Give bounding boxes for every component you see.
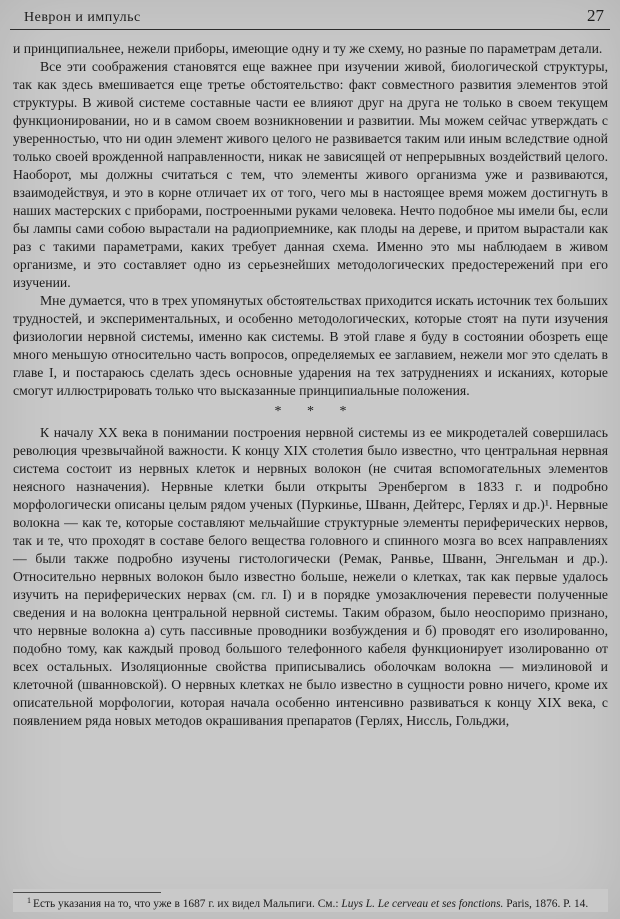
running-title: Неврон и импульс [24,10,141,25]
page-number: 27 [587,6,604,25]
footnote-before: Есть указания на то, что уже в 1687 г. их видел Мальпиги. См.: [33,898,342,911]
paragraph: Все эти соображения становятся еще важнее при изучении живой, биологической структуры, так как здесь вмешивается еще третье обстоятельство: факт совместного развития элементов этой структуры. В живой системе составные части ее влияют друг на друга не только в своем текущем функционировании, но и в самом своем возникновении и развитии. Мы можем сейчас утверждать с уверенностью, что ни один элемент живого целого не развивается таким или иным вследствие одной только своей врожденной направленности, никак не зависящей от непрерывных воздействий целого. Наоборот, мы должны считаться с тем, что элементы живого организма уже и развиваются, взаимодействуя, и это в корне отличает их от того, чего мы в настоящее время можем достигнуть в наших мастерских с приборами, построенными руками человека. Нечто подобное мы имели бы, если бы лампы сами собою вырастали на радиоприемнике, как плоды на дереве, и притом вырастали как раз с такими параметрами, каких требует данная схема. Именно это мы наблюдаем в живом организме, и это составляет одно из серьезнейших методологических предостережений при его изучении. [13,59,608,290]
footnote-rule [13,892,161,893]
paragraph: Мне думается, что в трех упомянутых обстоятельствах приходится искать источник тех больших трудностей, и экспериментальных, и особенно методологических, которые стоят на пути изучения физиологии нервной системы, именно как системы. В этой главе я буду в состоянии обозреть еще много меньшую относительно часть вопросов, определяемых ее заглавием, нежели мог это сделать в главе I, и постараюсь сделать здесь основные ударения на тех затруднениях и исканиях, которые смогут иллюстрировать только что высказанные принципиальные положения. [13,293,608,398]
page-header [0,0,620,26]
footnote-after: Paris, 1876. P. 14. [503,898,589,911]
footnote [13,889,608,912]
section-separator: * * * [274,404,358,419]
footnote-citation: Luys L. Le cerveau et ses fonctions. [341,898,504,911]
body-text [0,30,620,730]
paragraph: и принципиальнее, нежели приборы, имеющие одну и ту же схему, но разные по параметрам детали. [13,41,603,56]
footnote-text [13,897,608,912]
paragraph: К началу XX века в понимании построения нервной системы из ее микродеталей совершилась революция чрезвычайной важности. К концу XIX столетия было известно, что центральная нервная система состоит из нервных клеток и нервных волокон (не считая вспомогательных элементов неясного назначения). Нервные клетки были открыты Эренбергом в 1833 г. и подробно морфологически описаны целым рядом ученых (Пуркинье, Шванн, Дейтерс, Герлях и др.)¹. Нервные волокна — как те, которые составляют мельчайшие структурные элементы периферических нервов, так и те, что проходят в составе белого вещества головного и спинного мозга во всех направлениях — были также подробно изучены гистологически (Ремак, Ранвье, Шванн, Энгельман и др.). Относительно нервных волокон было известно больше, нежели о клетках, так как первые удалось изучить на периферических нервах (см. гл. I) и в порядке умозаключения перевести полученные сведения и на волокна центральной нервной системы. Таким образом, было неоспоримо признано, что нервные волокна а) суть пассивные проводники возбуждения и б) проводят его изолированно, подобно тому, как каждый провод большого телефонного кабеля функционирует изолированно от всех остальных. Изоляционные свойства приписывались оболочкам волокна — миэлиновой и клеточной (шванновской). О нервных клетках не было известно в сущности ровно ничего, кроме их описательной морфологии, которая начала особенно интенсивно развиваться к концу XIX века, с появлением ряда новых методов окрашивания препаратов (Герлях, Ниссль, Гольджи, [13,425,608,728]
footnote-marker: 1 [27,895,31,905]
